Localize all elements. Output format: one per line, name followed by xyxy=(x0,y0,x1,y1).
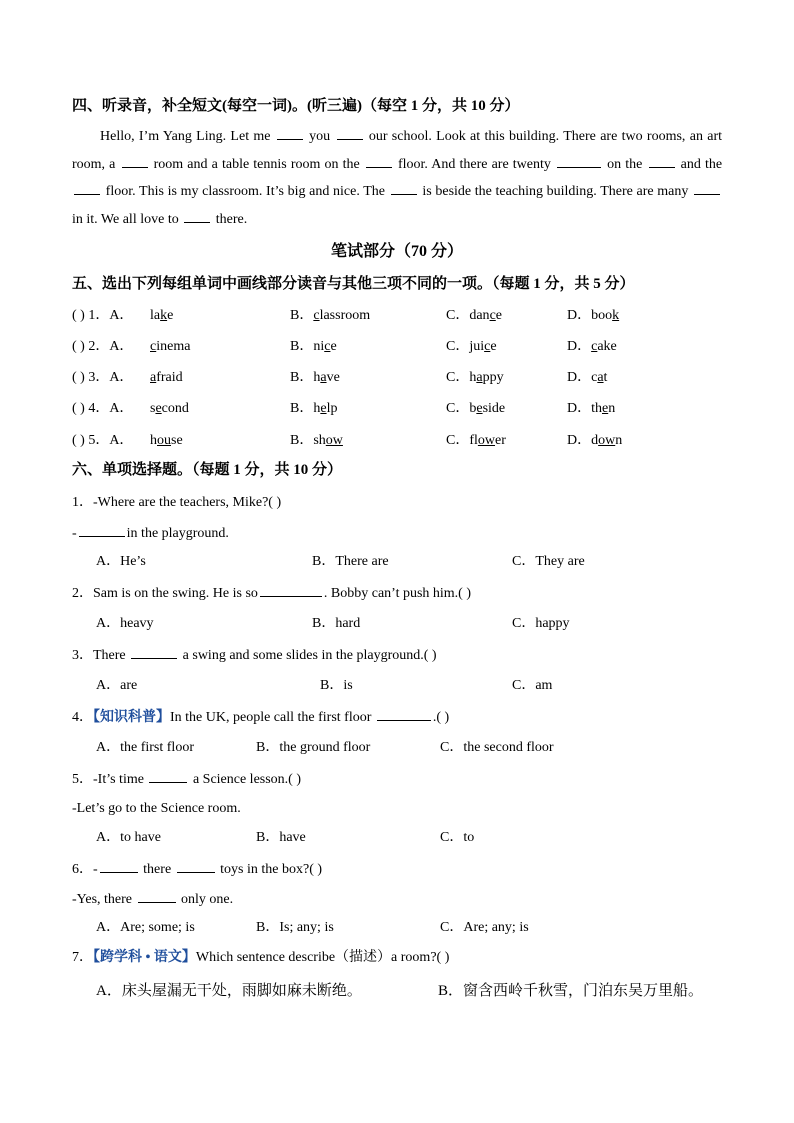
phonics-option-c[interactable] xyxy=(446,306,502,326)
passage-text: in it. We all love to xyxy=(72,211,179,227)
question-text: Which sentence describe（描述）a room?( ) xyxy=(195,950,450,965)
question-3 xyxy=(72,645,437,666)
q4-option-b[interactable]: B．the ground floor xyxy=(256,740,371,755)
underlined-part: e xyxy=(155,401,162,416)
option-text: D．c xyxy=(567,370,598,385)
option-text: D．boo xyxy=(567,308,613,323)
phonics-option-c[interactable] xyxy=(446,399,505,419)
phonics-option-a[interactable] xyxy=(150,431,183,451)
option-text: er xyxy=(495,433,506,448)
underlined-part: a xyxy=(597,370,604,385)
option-text: la xyxy=(150,308,161,323)
question-text: .( ) xyxy=(432,710,450,725)
option-text: C．h xyxy=(446,370,477,385)
underlined-part: c xyxy=(591,339,598,354)
option-text: ppy xyxy=(482,370,504,385)
dash: - xyxy=(72,526,77,541)
option-text: fraid xyxy=(156,370,183,385)
underlined-part: ow xyxy=(477,433,496,448)
q3-option-b[interactable]: B．is xyxy=(320,678,353,693)
blank[interactable] xyxy=(366,154,392,168)
question-6 xyxy=(72,859,322,880)
passage-text: and the xyxy=(680,156,723,172)
phonics-option-a[interactable] xyxy=(150,337,190,357)
option-text: B． xyxy=(290,308,314,323)
underlined-part: ow xyxy=(598,433,616,448)
phonics-option-b[interactable] xyxy=(290,337,337,357)
option-text: t xyxy=(603,370,608,385)
phonics-option-d[interactable] xyxy=(567,431,622,451)
blank[interactable] xyxy=(79,523,125,537)
blank[interactable] xyxy=(177,859,215,873)
option-text: C．b xyxy=(446,401,477,416)
option-text: e xyxy=(495,308,502,323)
section-6-title: 六、单项选择题。（每题 1 分，共 10 分） xyxy=(72,462,343,478)
option-text: B．sh xyxy=(290,433,326,448)
q6-option-a[interactable]: A．Are; some; is xyxy=(96,920,195,935)
interdisciplinary-tag: 【跨学科 • 语文】 xyxy=(93,950,196,965)
underlined-part: ow xyxy=(325,433,343,448)
section-4-title: 四、听录音，补全短文(每空一词)。(听三遍)（每空 1 分，共 10 分） xyxy=(72,98,520,114)
option-text: se xyxy=(171,433,183,448)
question-5 xyxy=(72,769,301,790)
underlined-part: e xyxy=(320,401,327,416)
option-text: e xyxy=(490,339,497,354)
blank[interactable] xyxy=(138,889,176,903)
question-text: 6．- xyxy=(72,862,98,877)
question-2 xyxy=(72,583,471,604)
underlined-part: c xyxy=(489,308,496,323)
passage-text: you xyxy=(309,129,331,144)
blank[interactable] xyxy=(277,126,303,140)
blank[interactable] xyxy=(74,181,100,195)
phonics-question-number: ( ) 4．A． xyxy=(72,401,134,416)
option-text: cond xyxy=(161,401,189,416)
q4-option-c[interactable]: C．the second floor xyxy=(440,740,554,755)
passage-text: Hello, I’m Yang Ling. Let me xyxy=(100,129,271,144)
blank[interactable] xyxy=(122,154,148,168)
option-text: h xyxy=(150,433,157,448)
question-number: 4． xyxy=(72,710,93,725)
q7-option-b[interactable]: B．窗含西岭千秋雪，门泊东吴万里船。 xyxy=(438,983,704,999)
question-5-reply: -Let’s go to the Science room. xyxy=(72,801,241,816)
phonics-option-a[interactable] xyxy=(150,399,189,419)
blank[interactable] xyxy=(694,181,720,195)
question-text: a Science lesson.( ) xyxy=(192,772,302,787)
section-4-passage xyxy=(72,123,722,233)
underlined-part: c xyxy=(324,339,331,354)
option-text: ve xyxy=(326,370,340,385)
option-text: inema xyxy=(156,339,191,354)
underlined-part: a xyxy=(150,370,157,385)
phonics-question-number: ( ) 2．A． xyxy=(72,339,134,354)
passage-text: on the xyxy=(607,156,643,172)
q2-option-c[interactable]: C．happy xyxy=(512,616,570,631)
option-text: side xyxy=(482,401,506,416)
phonics-option-c[interactable] xyxy=(446,337,497,357)
option-text: D．d xyxy=(567,433,599,448)
phonics-option-b[interactable] xyxy=(290,368,340,388)
phonics-option-d[interactable] xyxy=(567,337,617,357)
option-text: s xyxy=(150,401,156,416)
blank[interactable] xyxy=(377,707,431,721)
q5-option-b[interactable]: B．have xyxy=(256,830,306,845)
question-text: . Bobby can’t push him.( ) xyxy=(323,586,472,601)
option-text: n xyxy=(608,401,616,416)
phonics-option-b[interactable] xyxy=(290,431,343,451)
question-text: a swing and some slides in the playground.( ) xyxy=(182,648,437,663)
phonics-option-d[interactable] xyxy=(567,306,619,326)
passage-text: is beside the teaching building. There are many xyxy=(422,184,689,199)
option-text: n xyxy=(615,433,623,448)
q7-option-a[interactable]: A．床头屋漏无干处，雨脚如麻未断绝。 xyxy=(96,983,362,999)
passage-text: floor. This is my classroom. It’s big and nice. The xyxy=(105,184,386,199)
option-text: B．h xyxy=(290,370,321,385)
question-text: only one. xyxy=(181,892,234,907)
phonics-question-number: ( ) 3．A． xyxy=(72,370,134,385)
question-text: 3．There xyxy=(72,648,126,663)
q1-option-c[interactable]: C．They are xyxy=(512,554,585,569)
question-text: 5．-It’s time xyxy=(72,772,144,787)
passage-text: floor. And there are twenty xyxy=(397,156,551,172)
q3-option-c[interactable]: C．am xyxy=(512,678,553,693)
underlined-part: e xyxy=(476,401,483,416)
question-text: -Yes, there xyxy=(72,892,133,907)
option-text: e xyxy=(330,339,337,354)
section-5-title: 五、选出下列每组单词中画线部分读音与其他三项不同的一项。（每题 1 分，共 5 分） xyxy=(72,276,635,292)
underlined-part: c xyxy=(313,308,320,323)
option-text: B．h xyxy=(290,401,321,416)
underlined-part: c xyxy=(484,339,491,354)
phonics-option-c[interactable] xyxy=(446,368,504,388)
question-number: 7． xyxy=(72,950,93,965)
phonics-question-number: ( ) 1．A． xyxy=(72,308,134,323)
option-text: ake xyxy=(597,339,617,354)
blank[interactable] xyxy=(184,209,210,223)
underlined-part: ou xyxy=(157,433,171,448)
phonics-option-a[interactable] xyxy=(150,306,173,326)
blank[interactable] xyxy=(337,126,363,140)
phonics-question-number: ( ) 5．A． xyxy=(72,433,134,448)
question-7 xyxy=(72,948,449,968)
phonics-option-b[interactable] xyxy=(290,399,337,419)
passage-text: there. xyxy=(215,211,248,227)
underlined-part: c xyxy=(150,339,157,354)
q6-option-c[interactable]: C．Are; any; is xyxy=(440,920,529,935)
question-text: in the playground. xyxy=(126,526,229,541)
phonics-option-a[interactable] xyxy=(150,368,183,388)
q5-option-c[interactable]: C．to xyxy=(440,830,475,845)
passage-text: our school. Look at this building. There are two rooms, an art room, a xyxy=(72,129,723,172)
phonics-option-b[interactable] xyxy=(290,306,370,326)
phonics-option-d[interactable] xyxy=(567,368,607,388)
option-text: D． xyxy=(567,339,592,354)
question-text: toys in the box?( ) xyxy=(220,862,323,877)
question-4 xyxy=(72,707,449,728)
q6-option-b[interactable]: B．Is; any; is xyxy=(256,920,334,935)
option-text: e xyxy=(167,308,174,323)
option-text: C．fl xyxy=(446,433,478,448)
question-6-reply xyxy=(72,889,233,910)
underlined-part: e xyxy=(602,401,609,416)
option-text: D．th xyxy=(567,401,602,416)
option-text: lp xyxy=(326,401,338,416)
q2-option-a[interactable]: A．heavy xyxy=(96,616,154,631)
option-text: lassroom xyxy=(319,308,371,323)
q2-option-b[interactable]: B．hard xyxy=(312,616,361,631)
passage-text: room and a table tennis room on the xyxy=(153,156,360,172)
blank[interactable] xyxy=(100,859,138,873)
underlined-part: k xyxy=(160,308,168,323)
q5-option-a[interactable]: A．to have xyxy=(96,830,161,845)
science-tag: 【知识科普】 xyxy=(93,710,170,725)
q3-option-a[interactable]: A．are xyxy=(96,678,138,693)
phonics-option-d[interactable] xyxy=(567,399,615,419)
q1-option-a[interactable]: A．He’s xyxy=(96,554,146,569)
written-part-title: 笔试部分（70 分） xyxy=(330,243,463,260)
blank[interactable] xyxy=(557,154,601,168)
option-text: B．ni xyxy=(290,339,325,354)
option-text: C．jui xyxy=(446,339,485,354)
q4-option-a[interactable]: A．the first floor xyxy=(96,740,194,755)
q1-option-b[interactable]: B．There are xyxy=(312,554,389,569)
phonics-option-c[interactable] xyxy=(446,431,506,451)
underlined-part: a xyxy=(476,370,483,385)
question-1-answer-line xyxy=(72,523,229,544)
blank[interactable] xyxy=(260,583,322,597)
blank[interactable] xyxy=(391,181,417,195)
option-text: C．dan xyxy=(446,308,490,323)
question-text: there xyxy=(143,862,172,877)
question-1: 1．-Where are the teachers, Mike?( ) xyxy=(72,495,282,510)
question-text: 2．Sam is on the swing. He is so xyxy=(72,586,258,601)
blank[interactable] xyxy=(131,645,177,659)
question-text: In the UK, people call the first floor xyxy=(170,710,372,725)
blank[interactable] xyxy=(649,154,675,168)
blank[interactable] xyxy=(149,769,187,783)
underlined-part: k xyxy=(612,308,620,323)
underlined-part: a xyxy=(320,370,327,385)
